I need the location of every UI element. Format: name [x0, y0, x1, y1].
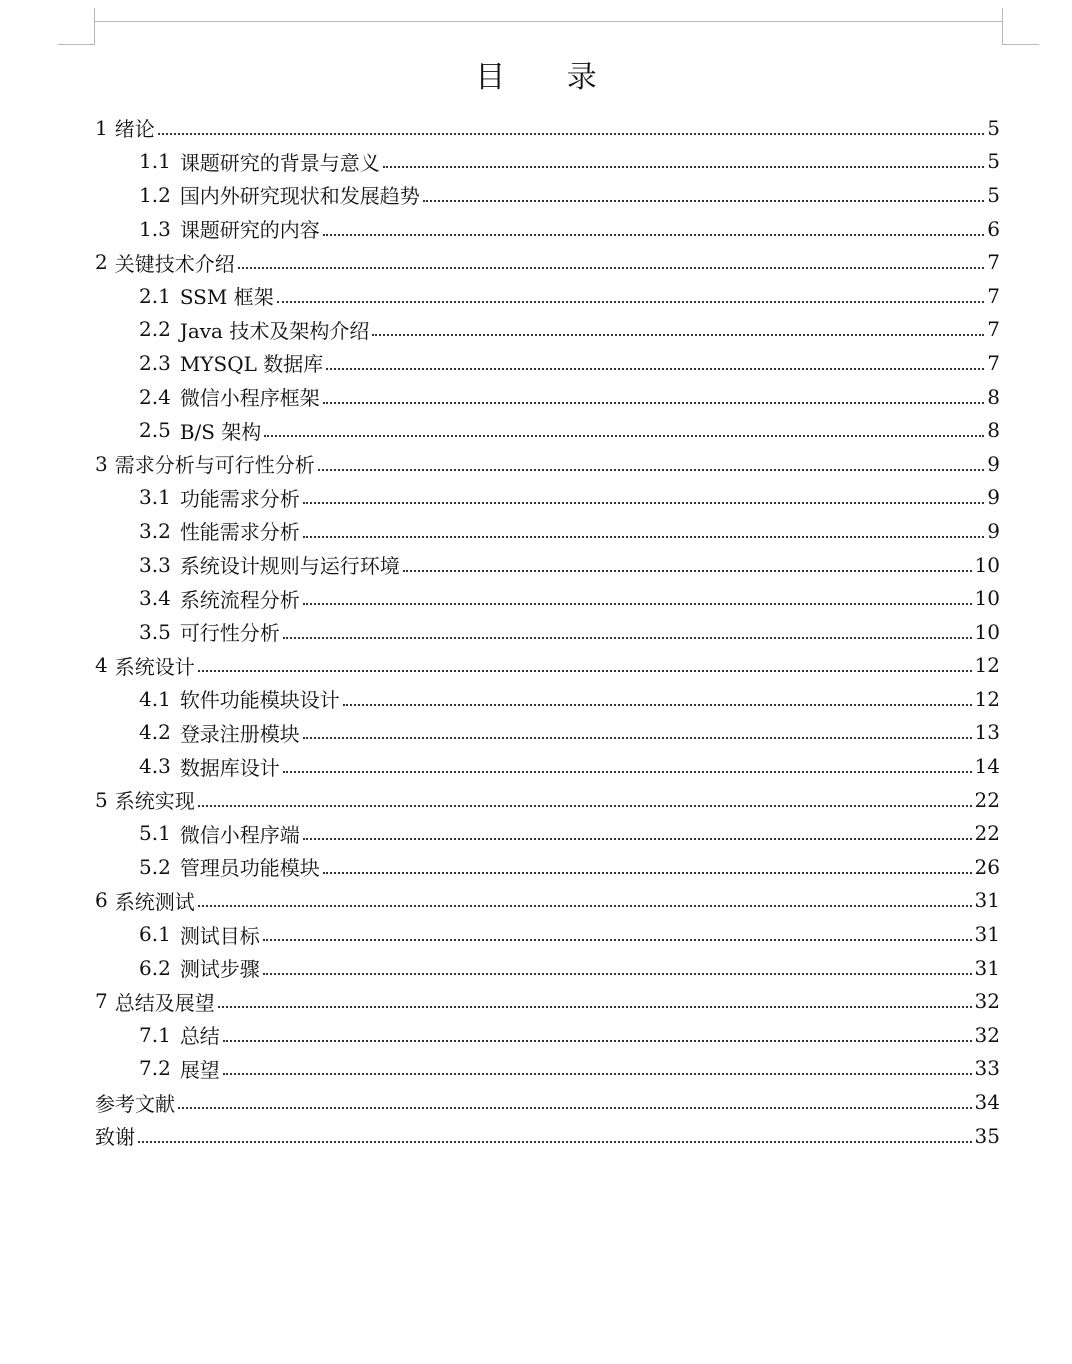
toc-entry-number: 2.4	[139, 384, 171, 409]
toc-entry-number: 5	[95, 787, 108, 812]
toc-entry-label: B/S 架构	[179, 419, 262, 444]
toc-chapter-entry[interactable]	[95, 447, 1000, 481]
toc-section-entry[interactable]	[95, 615, 1000, 649]
toc-section-entry[interactable]	[95, 850, 1000, 884]
toc-entry-number: 5.1	[139, 821, 171, 846]
toc-entry-label: 测试目标	[179, 923, 260, 948]
toc-dot-leader	[277, 301, 985, 303]
toc-entry-number: 2	[95, 250, 108, 275]
toc-entry-number: 3.2	[139, 518, 171, 543]
toc-entry-page-number: 10	[974, 619, 1000, 644]
toc-section-entry[interactable]	[95, 581, 1000, 615]
toc-entry-number: 6.2	[139, 955, 171, 980]
toc-dot-leader	[303, 603, 972, 605]
toc-entry-number: 2.3	[139, 350, 171, 375]
toc-entry-label: 数据库设计	[179, 755, 280, 780]
toc-entry-number: 4.3	[139, 754, 171, 779]
toc-dot-leader	[423, 200, 984, 202]
toc-entry-page-number: 9	[987, 518, 1000, 543]
toc-entry-label: 关键技术介绍	[114, 251, 235, 276]
toc-entry-label: 系统设计规则与运行环境	[179, 554, 400, 579]
toc-section-entry[interactable]	[95, 1018, 1000, 1052]
toc-entry-page-number: 5	[987, 182, 1000, 207]
toc-entry-label: 总结	[179, 1024, 220, 1049]
toc-chapter-entry[interactable]	[95, 1119, 1000, 1153]
toc-entry-page-number: 26	[974, 854, 1000, 879]
toc-dot-leader	[383, 166, 984, 168]
toc-entry-number: 3	[95, 451, 108, 476]
toc-entry-number: 6.1	[139, 922, 171, 947]
toc-dot-leader	[283, 637, 972, 639]
toc-dot-leader	[263, 973, 972, 975]
toc-entry-page-number: 10	[974, 586, 1000, 611]
toc-entry-number: 2.1	[139, 283, 171, 308]
toc-dot-leader	[303, 737, 972, 739]
toc-entry-number: 4.1	[139, 686, 171, 711]
toc-entry-page-number: 14	[974, 754, 1000, 779]
toc-dot-leader	[198, 905, 972, 907]
toc-entry-label: 微信小程序端	[179, 822, 300, 847]
toc-dot-leader	[318, 469, 985, 471]
toc-entry-label: 管理员功能模块	[179, 856, 320, 881]
toc-entry-number: 1.1	[139, 149, 171, 174]
table-of-contents	[95, 111, 1000, 1152]
toc-entry-label: 系统实现	[114, 789, 195, 814]
toc-dot-leader	[264, 435, 984, 437]
toc-dot-leader	[158, 133, 985, 135]
toc-entry-label: 登录注册模块	[179, 721, 300, 746]
toc-chapter-entry[interactable]	[95, 884, 1000, 918]
toc-entry-label: 系统设计	[114, 654, 195, 679]
toc-section-entry[interactable]	[95, 951, 1000, 985]
toc-dot-leader	[323, 872, 972, 874]
toc-section-entry[interactable]	[95, 346, 1000, 380]
toc-section-entry[interactable]	[95, 1052, 1000, 1086]
toc-section-entry[interactable]	[95, 279, 1000, 313]
toc-dot-leader	[303, 502, 984, 504]
toc-entry-number: 1	[95, 115, 108, 140]
toc-entry-page-number: 9	[987, 451, 1000, 476]
toc-section-entry[interactable]	[95, 481, 1000, 515]
toc-entry-page-number: 22	[974, 821, 1000, 846]
toc-dot-leader	[343, 704, 972, 706]
toc-chapter-entry[interactable]	[95, 1085, 1000, 1119]
toc-entry-label: 微信小程序框架	[179, 386, 320, 411]
toc-entry-label: 功能需求分析	[179, 486, 300, 511]
toc-chapter-entry[interactable]	[95, 245, 1000, 279]
toc-entry-number: 4	[95, 653, 108, 678]
toc-dot-leader	[326, 368, 984, 370]
page-corner-mark-top-left	[58, 8, 95, 45]
toc-entry-number: 1.2	[139, 182, 171, 207]
toc-dot-leader	[372, 334, 984, 336]
toc-section-entry[interactable]	[95, 313, 1000, 347]
toc-entry-label: 软件功能模块设计	[179, 688, 340, 713]
toc-entry-number: 6	[95, 888, 108, 913]
toc-dot-leader	[303, 838, 972, 840]
toc-title: 目 录	[475, 60, 623, 95]
toc-entry-page-number: 6	[987, 216, 1000, 241]
toc-dot-leader	[238, 267, 985, 269]
toc-entry-number: 3.5	[139, 619, 171, 644]
toc-dot-leader	[198, 805, 972, 807]
toc-entry-page-number: 8	[987, 418, 1000, 443]
toc-entry-label: 可行性分析	[179, 621, 280, 646]
toc-dot-leader	[283, 771, 972, 773]
toc-chapter-entry[interactable]	[95, 111, 1000, 145]
toc-dot-leader	[138, 1141, 972, 1143]
toc-entry-label: 致谢	[95, 1125, 135, 1150]
toc-dot-leader	[223, 1040, 972, 1042]
toc-chapter-entry[interactable]	[95, 783, 1000, 817]
toc-entry-page-number: 5	[987, 149, 1000, 174]
toc-section-entry[interactable]	[95, 716, 1000, 750]
toc-entry-number: 4.2	[139, 720, 171, 745]
toc-section-entry[interactable]	[95, 212, 1000, 246]
toc-entry-label: 课题研究的内容	[179, 218, 320, 243]
toc-section-entry[interactable]	[95, 917, 1000, 951]
toc-dot-leader	[303, 536, 984, 538]
toc-entry-page-number: 12	[974, 653, 1000, 678]
toc-entry-page-number: 7	[987, 350, 1000, 375]
toc-section-entry[interactable]	[95, 178, 1000, 212]
toc-entry-number: 7.1	[139, 1022, 171, 1047]
toc-entry-number: 3.1	[139, 485, 171, 510]
toc-entry-number: 2.2	[139, 317, 171, 342]
toc-entry-page-number: 12	[974, 686, 1000, 711]
toc-entry-number: 3.4	[139, 586, 171, 611]
toc-entry-label: 参考文献	[95, 1091, 175, 1116]
toc-entry-page-number: 10	[974, 552, 1000, 577]
toc-entry-number: 2.5	[139, 418, 171, 443]
toc-entry-page-number: 8	[987, 384, 1000, 409]
toc-entry-label: 系统流程分析	[179, 587, 300, 612]
toc-entry-page-number: 5	[987, 115, 1000, 140]
toc-section-entry[interactable]	[95, 749, 1000, 783]
toc-entry-page-number: 34	[974, 1090, 1000, 1115]
toc-dot-leader	[223, 1073, 972, 1075]
toc-entry-page-number: 7	[987, 250, 1000, 275]
toc-entry-page-number: 9	[987, 485, 1000, 510]
toc-entry-number: 5.2	[139, 854, 171, 879]
toc-entry-label: SSM 框架	[179, 285, 274, 310]
toc-section-entry[interactable]	[95, 380, 1000, 414]
toc-entry-label: Java 技术及架构介绍	[179, 318, 370, 343]
toc-entry-page-number: 31	[974, 955, 1000, 980]
toc-dot-leader	[178, 1107, 972, 1109]
toc-entry-page-number: 33	[974, 1056, 1000, 1081]
toc-entry-label: 需求分析与可行性分析	[114, 453, 315, 478]
toc-entry-number: 7	[95, 989, 108, 1014]
toc-chapter-entry[interactable]	[95, 649, 1000, 683]
toc-dot-leader	[218, 1006, 972, 1008]
toc-chapter-entry[interactable]	[95, 984, 1000, 1018]
toc-dot-leader	[403, 570, 972, 572]
toc-entry-label: 课题研究的背景与意义	[179, 150, 380, 175]
toc-entry-label: 测试步骤	[179, 957, 260, 982]
toc-entry-label: 总结及展望	[114, 990, 215, 1015]
toc-section-entry[interactable]	[95, 514, 1000, 548]
toc-entry-page-number: 22	[974, 787, 1000, 812]
toc-entry-label: 系统测试	[114, 889, 195, 914]
toc-entry-page-number: 7	[987, 283, 1000, 308]
page-corner-mark-top-right	[1002, 8, 1039, 45]
header-rule	[94, 21, 1002, 22]
toc-entry-page-number: 31	[974, 888, 1000, 913]
toc-entry-label: 性能需求分析	[179, 520, 300, 545]
toc-entry-number: 7.2	[139, 1056, 171, 1081]
toc-entry-label: 绪论	[114, 117, 155, 142]
toc-dot-leader	[263, 939, 972, 941]
toc-entry-page-number: 13	[974, 720, 1000, 745]
toc-entry-label: 国内外研究现状和发展趋势	[179, 184, 420, 209]
toc-entry-number: 1.3	[139, 216, 171, 241]
toc-dot-leader	[323, 234, 984, 236]
toc-entry-label: 展望	[179, 1057, 220, 1082]
toc-dot-leader	[323, 402, 984, 404]
toc-entry-page-number: 31	[974, 922, 1000, 947]
toc-entry-page-number: 35	[974, 1123, 1000, 1148]
toc-section-entry[interactable]	[95, 145, 1000, 179]
toc-entry-page-number: 32	[974, 989, 1000, 1014]
toc-entry-page-number: 32	[974, 1022, 1000, 1047]
toc-entry-number: 3.3	[139, 552, 171, 577]
toc-entry-label: MYSQL 数据库	[179, 352, 324, 377]
toc-dot-leader	[198, 670, 972, 672]
toc-section-entry[interactable]	[95, 413, 1000, 447]
toc-section-entry[interactable]	[95, 816, 1000, 850]
toc-section-entry[interactable]	[95, 682, 1000, 716]
toc-entry-page-number: 7	[987, 317, 1000, 342]
toc-section-entry[interactable]	[95, 548, 1000, 582]
